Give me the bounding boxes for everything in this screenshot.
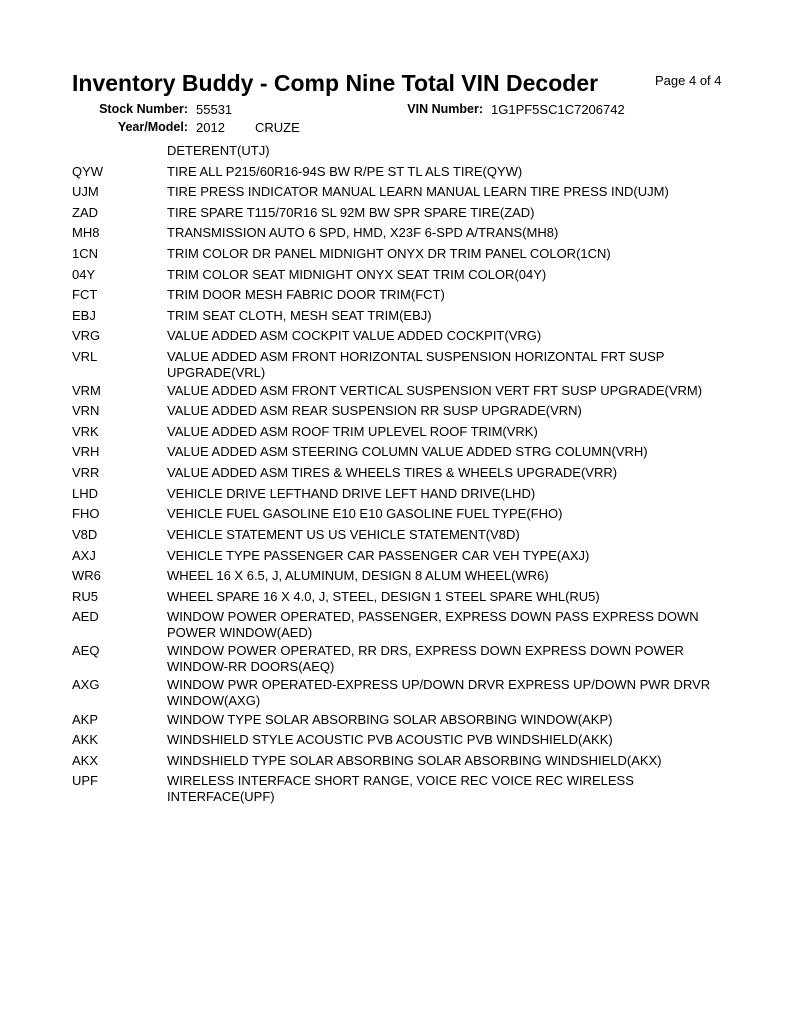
- option-description: VALUE ADDED ASM TIRES & WHEELS TIRES & WHEELS UPGRADE(VRR): [167, 465, 618, 480]
- year-value: 2012: [196, 120, 225, 135]
- option-code: VRM: [72, 383, 101, 398]
- option-code: 1CN: [72, 246, 99, 261]
- option-description: WHEEL 16 X 6.5, J, ALUMINUM, DESIGN 8 ALUM WHEEL(WR6): [167, 568, 549, 583]
- option-code: AXG: [72, 677, 100, 692]
- option-description: WHEEL SPARE 16 X 4.0, J, STEEL, DESIGN 1 STEEL SPARE WHL(RU5): [167, 589, 600, 604]
- option-description: VALUE ADDED ASM FRONT HORIZONTAL SUSPENSION HORIZONTAL FRT SUSP UPGRADE(VRL): [167, 349, 665, 380]
- option-code: V8D: [72, 527, 98, 542]
- option-description: TIRE SPARE T115/70R16 SL 92M BW SPR SPARE TIRE(ZAD): [167, 205, 535, 220]
- option-code: VRR: [72, 465, 100, 480]
- option-description: TRIM COLOR SEAT MIDNIGHT ONYX SEAT TRIM COLOR(04Y): [167, 267, 547, 282]
- option-description: TRIM SEAT CLOTH, MESH SEAT TRIM(EBJ): [167, 308, 432, 323]
- option-description: TRANSMISSION AUTO 6 SPD, HMD, X23F 6-SPD A/TRANS(MH8): [167, 225, 559, 240]
- report-title: Inventory Buddy - Comp Nine Total VIN Decoder: [72, 70, 599, 96]
- continuation-text: DETERENT(UTJ): [167, 143, 270, 158]
- vin-number-label: VIN Number:: [407, 102, 483, 116]
- option-code: EBJ: [72, 308, 96, 323]
- option-code: VRK: [72, 424, 99, 439]
- option-code: AXJ: [72, 548, 96, 563]
- option-code: VRG: [72, 328, 101, 343]
- option-description: WINDOW PWR OPERATED-EXPRESS UP/DOWN DRVR EXPRESS UP/DOWN PWR DRVR WINDOW(AXG): [167, 677, 711, 708]
- option-code: AKP: [72, 712, 99, 727]
- option-description: WINDOW POWER OPERATED, PASSENGER, EXPRESS DOWN PASS EXPRESS DOWN POWER WINDOW(AED): [167, 609, 699, 640]
- option-description: WINDSHIELD STYLE ACOUSTIC PVB ACOUSTIC PVB WINDSHIELD(AKK): [167, 732, 613, 747]
- option-description: TRIM DOOR MESH FABRIC DOOR TRIM(FCT): [167, 287, 445, 302]
- option-description: TRIM COLOR DR PANEL MIDNIGHT ONYX DR TRIM PANEL COLOR(1CN): [167, 246, 611, 261]
- option-description: VALUE ADDED ASM FRONT VERTICAL SUSPENSION VERT FRT SUSP UPGRADE(VRM): [167, 383, 703, 398]
- option-code: LHD: [72, 486, 99, 501]
- option-description: VEHICLE STATEMENT US US VEHICLE STATEMENT(V8D): [167, 527, 520, 542]
- model-value: CRUZE: [255, 120, 300, 135]
- option-description: WINDOW POWER OPERATED, RR DRS, EXPRESS DOWN EXPRESS DOWN POWER WINDOW-RR DOORS(AEQ): [167, 643, 684, 674]
- option-code: QYW: [72, 164, 104, 179]
- option-code: FCT: [72, 287, 98, 302]
- option-code: VRN: [72, 403, 100, 418]
- option-code: UJM: [72, 184, 99, 199]
- option-description: TIRE ALL P215/60R16-94S BW R/PE ST TL ALS TIRE(QYW): [167, 164, 523, 179]
- option-description: VALUE ADDED ASM ROOF TRIM UPLEVEL ROOF TRIM(VRK): [167, 424, 538, 439]
- option-code: ZAD: [72, 205, 98, 220]
- option-code: FHO: [72, 506, 100, 521]
- option-description: VEHICLE DRIVE LEFTHAND DRIVE LEFT HAND DRIVE(LHD): [167, 486, 536, 501]
- year-model-label: Year/Model:: [117, 120, 188, 134]
- option-description: WINDSHIELD TYPE SOLAR ABSORBING SOLAR ABSORBING WINDSHIELD(AKX): [167, 753, 662, 768]
- stock-number-label: Stock Number:: [99, 102, 188, 116]
- option-code: AKX: [72, 753, 99, 768]
- option-description: WINDOW TYPE SOLAR ABSORBING SOLAR ABSORBING WINDOW(AKP): [167, 712, 613, 727]
- option-description: VALUE ADDED ASM STEERING COLUMN VALUE ADDED STRG COLUMN(VRH): [167, 444, 648, 459]
- option-code: AEQ: [72, 643, 100, 658]
- option-description: TIRE PRESS INDICATOR MANUAL LEARN MANUAL LEARN TIRE PRESS IND(UJM): [167, 184, 669, 199]
- option-description: WIRELESS INTERFACE SHORT RANGE, VOICE REC VOICE REC WIRELESS INTERFACE(UPF): [167, 773, 634, 804]
- option-code: AKK: [72, 732, 99, 747]
- option-description: VALUE ADDED ASM REAR SUSPENSION RR SUSP UPGRADE(VRN): [167, 403, 582, 418]
- option-code: MH8: [72, 225, 100, 240]
- stock-number-value: 55531: [196, 102, 233, 117]
- option-code: VRL: [72, 349, 98, 364]
- vin-number-value: 1G1PF5SC1C7206742: [491, 102, 625, 117]
- option-code: WR6: [72, 568, 101, 583]
- option-code: RU5: [72, 589, 99, 604]
- page-number: Page 4 of 4: [655, 73, 722, 88]
- option-description: VALUE ADDED ASM COCKPIT VALUE ADDED COCKPIT(VRG): [167, 328, 542, 343]
- option-code: UPF: [72, 773, 98, 788]
- option-description: VEHICLE FUEL GASOLINE E10 E10 GASOLINE FUEL TYPE(FHO): [167, 506, 563, 521]
- option-code: 04Y: [72, 267, 96, 282]
- option-code: AED: [72, 609, 99, 624]
- option-description: VEHICLE TYPE PASSENGER CAR PASSENGER CAR VEH TYPE(AXJ): [167, 548, 590, 563]
- option-code: VRH: [72, 444, 100, 459]
